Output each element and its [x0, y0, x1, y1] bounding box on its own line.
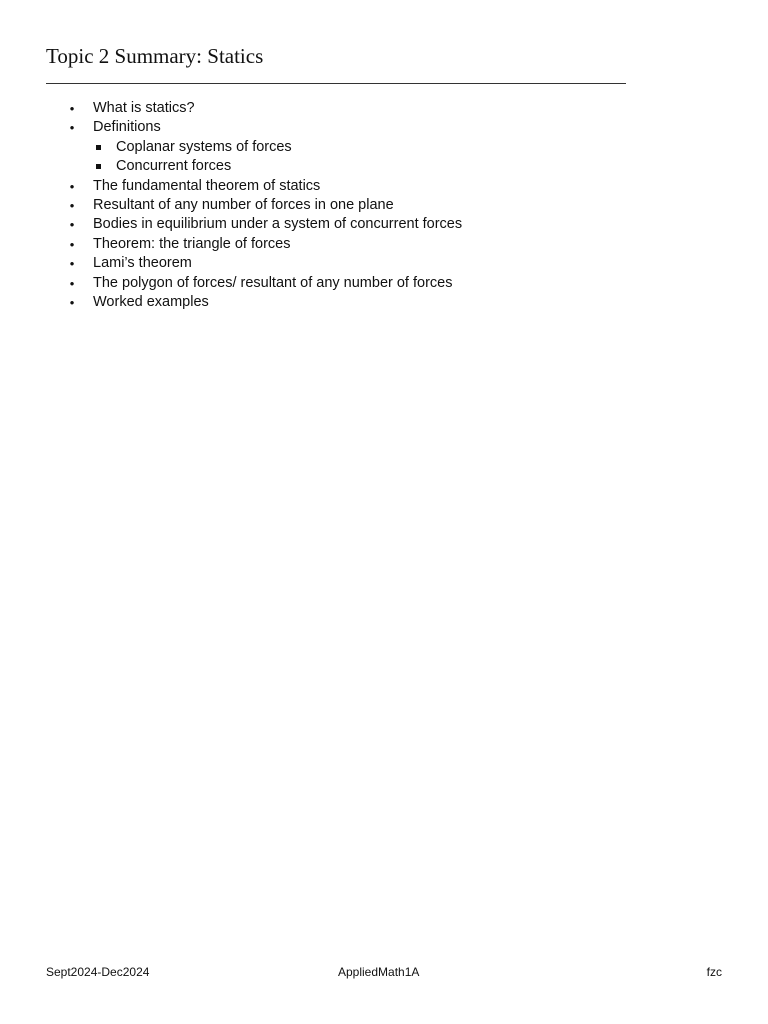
outline-item-text: The fundamental theorem of statics [93, 177, 321, 194]
bullet-square-icon [96, 145, 101, 150]
outline-item-text: Worked examples [93, 293, 209, 310]
outline-item-text: Lami’s theorem [93, 255, 192, 272]
footer-term: Sept2024-Dec2024 [46, 965, 150, 979]
bullet-square-icon [96, 164, 101, 169]
footer-author: fzc [706, 965, 722, 979]
outline-subitem-text: Concurrent forces [116, 158, 232, 175]
outline-item-text: Bodies in equilibrium under a system of concurrent forces [93, 216, 463, 233]
bullet-dot-icon: • [69, 256, 75, 272]
footer-course: AppliedMath1A [338, 965, 420, 979]
outline-item-text: Definitions [93, 119, 161, 136]
bullet-dot-icon: • [69, 217, 75, 233]
bullet-dot-icon: • [69, 178, 75, 194]
outline-subitem-text: Coplanar systems of forces [116, 138, 292, 155]
bullet-dot-icon: • [69, 236, 75, 252]
outline-item-text: Resultant of any number of forces in one plane [93, 196, 394, 213]
bullet-dot-icon: • [69, 101, 75, 116]
outline-item-text: The polygon of forces/ resultant of any number of forces [93, 274, 453, 291]
page-title: Topic 2 Summary: Statics [46, 44, 264, 68]
outline-item-text: Theorem: the triangle of forces [93, 235, 291, 252]
bullet-dot-icon: • [69, 294, 75, 310]
title-underline [46, 83, 626, 84]
outline-item-text: What is statics? [93, 100, 195, 116]
bullet-dot-icon: • [69, 120, 75, 136]
bullet-dot-icon: • [69, 197, 75, 213]
bullet-dot-icon: • [69, 275, 75, 291]
